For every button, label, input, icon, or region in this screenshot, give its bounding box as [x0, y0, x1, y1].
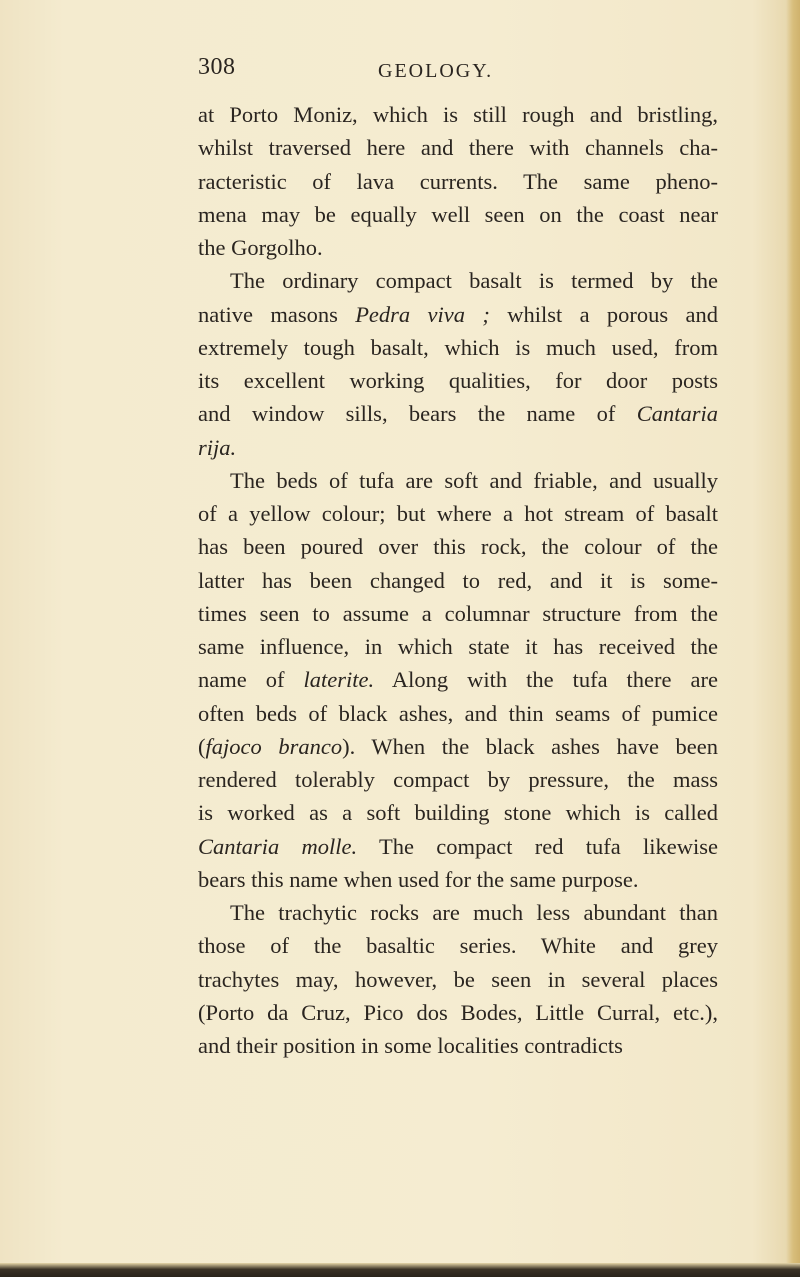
text-run: The trachytic rocks are much less abundant than [230, 900, 718, 925]
text-line [198, 597, 718, 630]
text-run: mena may be equally well seen on the coast near [198, 201, 718, 227]
text-run: whilst a porous and [489, 301, 718, 327]
paragraph [198, 896, 718, 1062]
text-line [198, 165, 718, 198]
text-run: The ordinary compact basalt is termed by the [230, 268, 718, 294]
italic-term: rija. [198, 434, 237, 460]
text-run: the Gorgolho. [198, 235, 323, 260]
text-run: The beds of tufa are soft and friable, and usually [230, 467, 718, 493]
text-run: its excellent working qualities, for door posts [198, 368, 718, 393]
text-line [198, 231, 718, 264]
text-run: racteristic of lava currents. The same pheno- [198, 168, 718, 194]
text-line [198, 98, 718, 131]
text-line [198, 929, 718, 962]
text-line [198, 996, 718, 1029]
text-line [198, 131, 718, 164]
text-run: ). When the black ashes have been [342, 733, 719, 759]
text-run: native masons [198, 301, 356, 327]
running-title: GEOLOGY. [378, 60, 494, 82]
text-line [198, 1029, 718, 1062]
text-line [198, 896, 718, 929]
text-line [198, 431, 718, 464]
text-run: trachytes may, however, be seen in several places [198, 966, 718, 992]
italic-term: fajoco branco [205, 733, 343, 759]
paragraph [198, 98, 718, 264]
text-line [198, 264, 718, 297]
page-edge-shadow [786, 0, 800, 1277]
text-line [198, 530, 718, 563]
text-run: ( [198, 733, 206, 759]
text-run: often beds of black ashes, and thin seams of pumice [198, 700, 718, 726]
paragraph [198, 464, 718, 896]
text-line [198, 331, 718, 364]
text-line [198, 397, 718, 430]
text-line [198, 198, 718, 231]
text-run: bears this name when used for the same purpose. [198, 866, 639, 892]
text-line [198, 697, 718, 730]
text-line [198, 963, 718, 996]
text-run: has been poured over this rock, the colour of the [198, 534, 718, 560]
body-text [198, 98, 718, 1062]
text-line [198, 663, 718, 696]
text-line [198, 830, 718, 863]
text-line [198, 863, 718, 896]
running-head [0, 54, 800, 86]
text-run: whilst traversed here and there with channels cha- [198, 135, 718, 161]
text-line [198, 763, 718, 796]
text-run: and their position in some localities contradicts [198, 1033, 623, 1058]
text-line [198, 364, 718, 397]
text-run: Along with the tufa there are [374, 667, 718, 693]
text-run: same influence, in which state it has received the [198, 634, 718, 659]
text-run: name of [198, 667, 304, 693]
text-run: of a yellow colour; but where a hot stream of basalt [198, 501, 718, 526]
text-line [198, 497, 718, 530]
text-run: rendered tolerably compact by pressure, the mass [198, 767, 718, 792]
italic-term: Pedra viva ; [355, 301, 490, 327]
italic-term: laterite. [303, 667, 375, 693]
text-run: times seen to assume a columnar structure from the [198, 600, 718, 626]
text-line [198, 298, 718, 331]
page-number: 308 [198, 54, 236, 80]
paragraph [198, 264, 718, 464]
text-run: at Porto Moniz, which is still rough and bristling, [198, 102, 718, 127]
text-run: (Porto da Cruz, Pico dos Bodes, Little Curral, etc.), [198, 999, 718, 1025]
text-line [198, 796, 718, 829]
text-line [198, 630, 718, 663]
text-line [198, 730, 718, 763]
text-run: those of the basaltic series. White and grey [198, 933, 718, 959]
text-run: and window sills, bears the name of [198, 401, 637, 427]
page-bottom-edge [0, 1263, 800, 1277]
italic-term: Cantaria [636, 401, 718, 427]
text-run: latter has been changed to red, and it is some- [198, 567, 718, 593]
text-line [198, 464, 718, 497]
text-run: is worked as a soft building stone which is called [198, 800, 718, 826]
text-run: extremely tough basalt, which is much used, from [198, 334, 718, 360]
text-run: The compact red tufa likewise [357, 833, 718, 859]
italic-term: Cantaria molle. [198, 833, 358, 859]
text-line [198, 564, 718, 597]
